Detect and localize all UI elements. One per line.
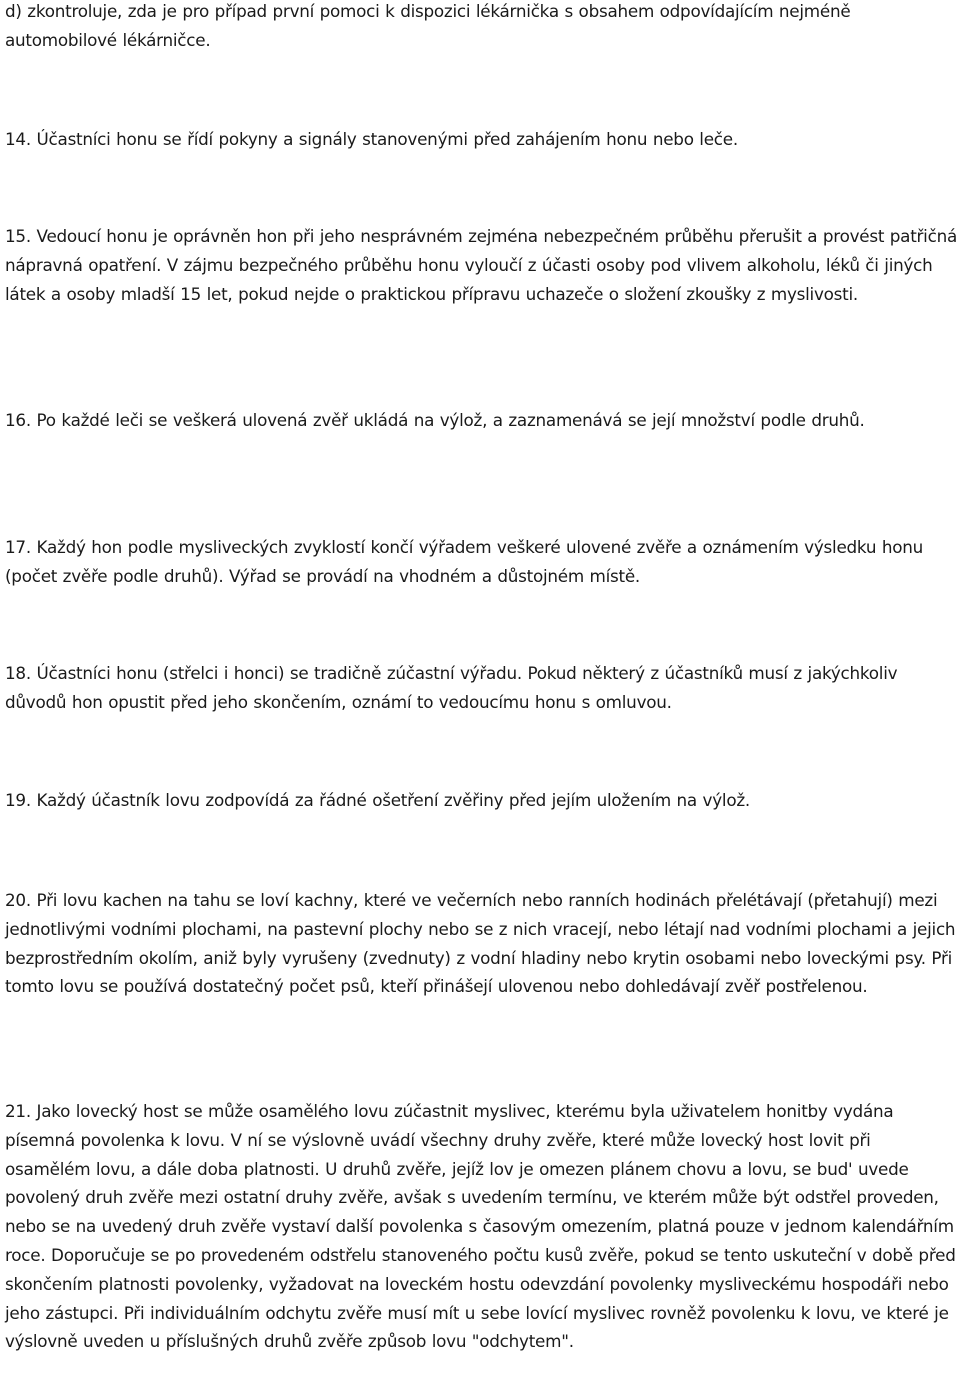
paragraph-19: 19. Každý účastník lovu zodpovídá za řádné ošetření zvěřiny před jejím uložením na výlož. bbox=[5, 790, 750, 810]
paragraph-21: 21. Jako lovecký host se může osamělého lovu zúčastnit myslivec, kterému byla uživatelem honitby vydána písemná povolenka k lovu. V ní se výslovně uvádí všechny druhy zvěře, které může lovecký host lovit při osamělém lovu, a dále doba platnosti. U druhů zvěře, jejíž lov je omezen plánem chovu a lovu, se bud' uvede povolený druh zvěře mezi ostatní druhy zvěře, avšak s uvedením termínu, ve kterém může být odstřel proveden, nebo se na uvedený druh zvěře vystaví další povolenka s časovým omezením, platná pouze v jednom kalendářním roce. Doporučuje se po provedeném odstřelu stanoveného počtu kusů zvěře, pokud se tento uskuteční v době před skončením platnosti povolenky, vyžadovat na loveckém hostu odevzdání povolenky mysliveckému hospodáři nebo jeho zástupci. Při individuálním odchytu zvěře musí mít u sebe lovící myslivec rovněž povolenku k lovu, ve které je výslovně uveden u příslušných druhů zvěře způsob lovu "odchytem". bbox=[5, 1101, 956, 1352]
paragraph-14: 14. Účastníci honu se řídí pokyny a signály stanovenými před zahájením honu nebo leče. bbox=[5, 129, 738, 149]
paragraph-18: 18. Účastníci honu (střelci i honci) se tradičně zúčastní výřadu. Pokud některý z účastníků musí z jakýchkoliv důvodů hon opustit před jeho skončením, oznámí to vedoucímu honu s omluvou. bbox=[5, 663, 898, 712]
paragraph-15: 15. Vedoucí honu je oprávněn hon při jeho nesprávném zejména nebezpečném průběhu přerušit a provést patřičná nápravná opatření. V zájmu bezpečného průběhu honu vyloučí z účasti osoby pod vlivem alkoholu, léků či jiných látek a osoby mladší 15 let, pokud nejde o praktickou přípravu uchazeče o složení zkoušky z myslivosti. bbox=[5, 226, 957, 304]
paragraph-20: 20. Při lovu kachen na tahu se loví kachny, které ve večerních nebo ranních hodinách přelétávají (přetahují) mezi jednotlivými vodními plochami, na pastevní plochy nebo se z nich vracejí, nebo létají nad vodními plochami a jejich bezprostředním okolím, aniž byly vyrušeny (zvednuty) z vodní hladiny nebo krytin osobami nebo loveckými psy. Při tomto lovu se používá dostatečný počet psů, kteří přinášejí ulovenou nebo dohledávají zvěř postřelenou. bbox=[5, 890, 956, 997]
paragraph-d: d) zkontroluje, zda je pro případ první pomoci k dispozici lékárnička s obsahem odpovídajícím nejméně automobilové lékárničce. bbox=[5, 1, 851, 50]
paragraph-16: 16. Po každé leči se veškerá ulovená zvěř ukládá na výlož, a zaznamenává se její množství podle druhů. bbox=[5, 410, 865, 430]
paragraph-17: 17. Každý hon podle mysliveckých zvyklostí končí výřadem veškeré ulovené zvěře a oznámením výsledku honu (počet zvěře podle druhů). Výřad se provádí na vhodném a důstojném místě. bbox=[5, 537, 924, 586]
